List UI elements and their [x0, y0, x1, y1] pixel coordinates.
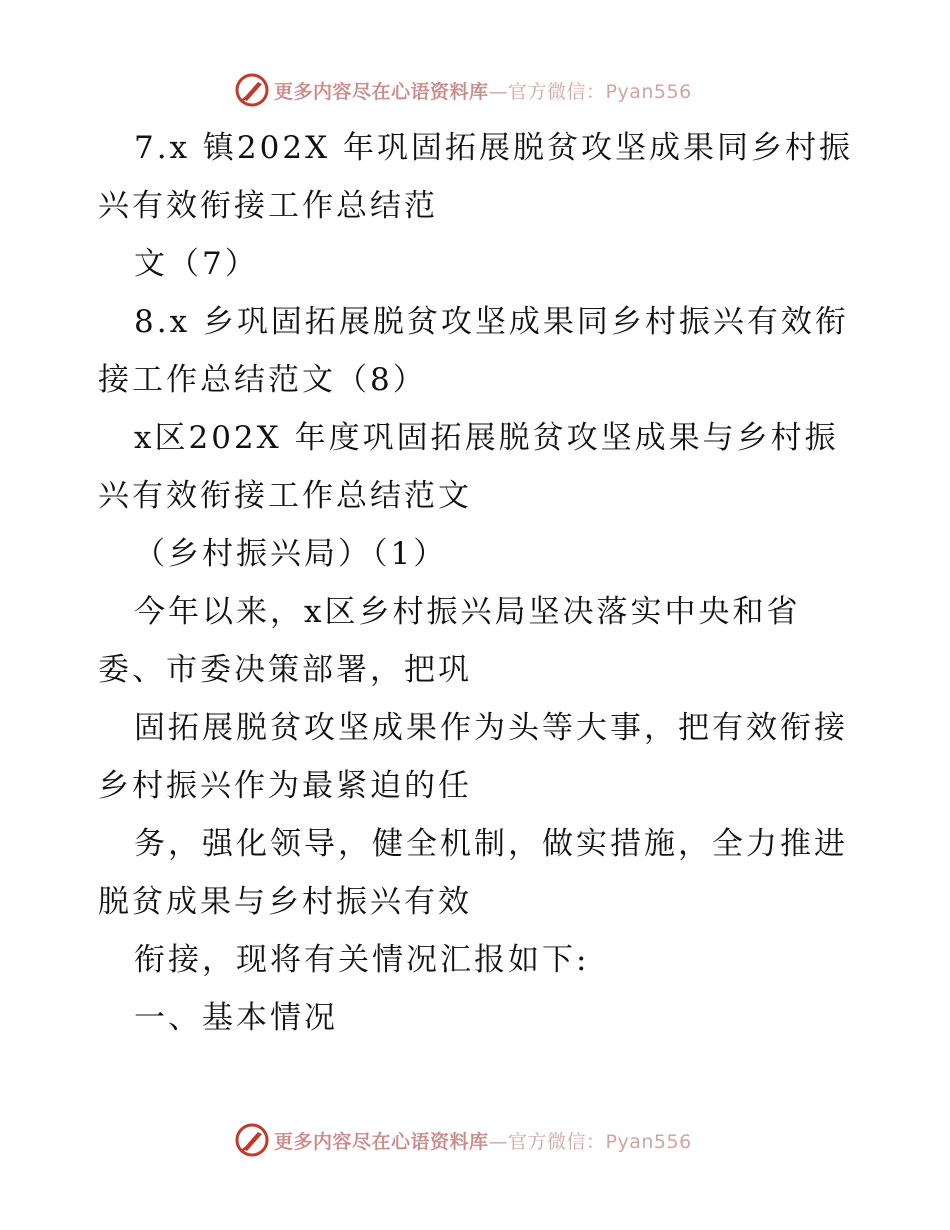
watermark-text: [274, 1127, 692, 1154]
paragraph-line: 务，强化领导，健全机制，做实措施，全力推进: [134, 826, 848, 862]
watermark-main: 更多内容尽在心语资料库: [274, 1130, 489, 1153]
watermark-contact: 官方微信：Pyan556: [508, 1130, 692, 1153]
section-heading: 一、基本情况: [134, 1000, 338, 1036]
article-title-line-1: x区202X 年度巩固拓展脱贫攻坚成果与乡村振: [134, 420, 839, 456]
watermark-contact: 官方微信：Pyan556: [508, 80, 692, 103]
article-subtitle: （乡村振兴局）（1）: [134, 536, 448, 572]
watermark-separator: —: [488, 80, 509, 103]
paragraph-line: 固拓展脱贫攻坚成果作为头等大事，把有效衔接: [134, 710, 848, 746]
watermark-main: 更多内容尽在心语资料库: [274, 80, 489, 103]
toc-item-8-line-1: 8.x 乡巩固拓展脱贫攻坚成果同乡村振兴有效衔: [134, 304, 849, 340]
quill-logo-icon: [234, 1122, 270, 1158]
paragraph-line: 脱贫成果与乡村振兴有效: [98, 884, 472, 920]
toc-item-7-line-2: 兴有效衔接工作总结范: [98, 188, 438, 224]
paragraph-line: 衔接，现将有关情况汇报如下:: [134, 942, 590, 978]
quill-logo-icon: [234, 72, 270, 108]
paragraph-line: 乡村振兴作为最紧迫的任: [98, 768, 472, 804]
toc-item-8-line-2: 接工作总结范文（8）: [98, 362, 427, 398]
footer-watermark: [234, 1120, 692, 1160]
toc-item-7-line-1: 7.x 镇202X 年巩固拓展脱贫攻坚成果同乡村振: [134, 130, 854, 166]
article-title-line-2: 兴有效衔接工作总结范文: [98, 478, 472, 514]
header-watermark: [234, 70, 692, 110]
paragraph-line: 今年以来，x区乡村振兴局坚决落实中央和省: [134, 594, 801, 630]
toc-item-7-line-3: 文（7）: [134, 246, 259, 282]
paragraph-line: 委、市委决策部署，把巩: [98, 652, 472, 688]
watermark-text: [274, 77, 692, 104]
watermark-separator: —: [488, 1130, 509, 1153]
